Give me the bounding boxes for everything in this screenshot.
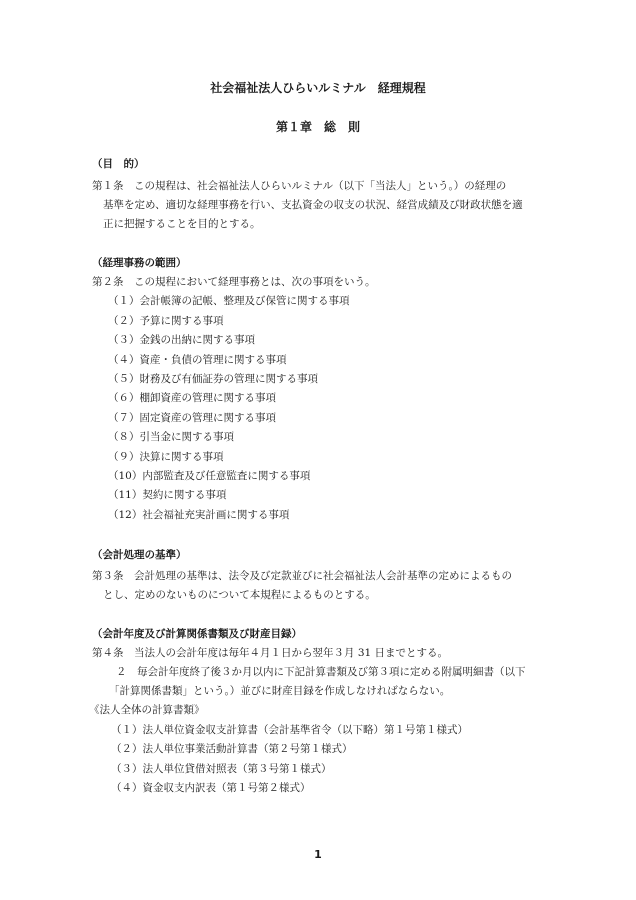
article3-heading: （会計処理の基準）	[92, 549, 187, 561]
article2-item: （４）資産・負債の管理に関する事項	[108, 354, 287, 366]
article2-item: （９）決算に関する事項	[108, 451, 224, 463]
article2-item: （７）固定資産の管理に関する事項	[108, 412, 276, 424]
article4-item: （１）法人単位資金収支計算書（会計基準省令（以下略）第１号第１様式）	[111, 724, 468, 736]
article4-item: （４）資金収支内訳表（第１号第２様式）	[111, 782, 311, 794]
article2-item: （２）予算に関する事項	[108, 315, 224, 327]
page-number: 1	[314, 848, 322, 861]
article2-intro: 第２条 この規程において経理事務とは、次の事項をいう。	[92, 276, 376, 288]
article1-heading: （目 的）	[92, 158, 145, 170]
article2-item: （３）金銭の出納に関する事項	[108, 334, 255, 346]
document-title: 社会福祉法人ひらいルミナル 経理規程	[210, 81, 426, 95]
article4-heading: （会計年度及び計算関係書類及び財産目録）	[92, 628, 302, 640]
article4-item: （３）法人単位貸借対照表（第３号第１様式）	[111, 763, 332, 775]
article1-line: 正に把握することを目的とする。	[103, 218, 261, 230]
article2-heading: （経理事務の範囲）	[92, 257, 187, 269]
article3-line: とし、定めのないものについて本規程によるものとする。	[103, 589, 376, 601]
article4-line: 第４条 当法人の会計年度は毎年４月１日から翌年３月 31 日までとする。	[92, 647, 449, 659]
article3-line: 第３条 会計処理の基準は、法令及び定款並びに社会福祉法人会計基準の定めによるもの	[92, 570, 512, 582]
article4-paragraph2-line: 「計算関係書類」という。）並びに財産目録を作成しなければならない。	[109, 685, 451, 697]
article2-item: （11）契約に関する事項	[108, 489, 227, 501]
article4-item: （２）法人単位事業活動計算書（第２号第１様式）	[111, 743, 353, 755]
chapter-heading: 第１章 総 則	[275, 120, 360, 134]
article1-line: 第１条 この規程は、社会福祉法人ひらいルミナル（以下「当法人」という。）の経理の	[92, 180, 507, 192]
article2-item: （１）会計帳簿の記帳、整理及び保管に関する事項	[108, 295, 350, 307]
article2-item: （12）社会福祉充実計画に関する事項	[108, 509, 290, 521]
article2-item: （８）引当金に関する事項	[108, 431, 234, 443]
article2-item: （５）財務及び有価証券の管理に関する事項	[108, 373, 318, 385]
article4-subheading: 《法人全体の計算書類》	[89, 704, 205, 716]
article2-item: （６）棚卸資産の管理に関する事項	[108, 392, 276, 404]
article2-item: （10）内部監査及び任意監査に関する事項	[108, 470, 311, 482]
article1-line: 基準を定め、適切な経理事務を行い、支払資金の収支の状況、経営成績及び財政状態を適	[103, 199, 523, 211]
article4-paragraph2-line: ２ 毎会計年度終了後３か月以内に下記計算書類及び第３項に定める附属明細書（以下	[116, 666, 526, 678]
